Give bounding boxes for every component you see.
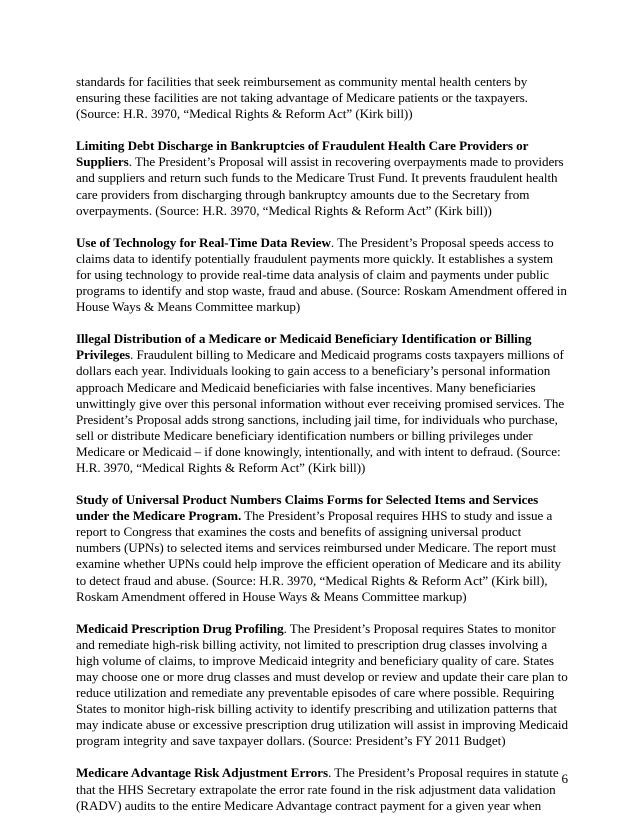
page-body <box>76 74 568 830</box>
paragraph-4 <box>76 331 568 476</box>
paragraph-7 <box>76 765 568 813</box>
paragraph-5-heading: Study of Universal Product Numbers Claims Forms for Selected Items and Services under the Medicare Program. <box>76 492 539 524</box>
paragraph-3-text: . The President’s Proposal speeds access to claims data to identify potentially fraudulent payments more quickly. It establishes a system for using technology to provide real-time data analysis of claim and payments under public programs to identify and stop waste, fraud and abuse. (Source: Roskam Amendment offered in House Ways & Means Committee markup) <box>76 234 567 315</box>
paragraph-4-text: . Fraudulent billing to Medicare and Medicaid programs costs taxpayers millions of dollars each year. Individuals looking to gain access to a beneficiary’s personal information approach Medicare and Medicaid beneficiaries with false incentives. Many beneficiaries unwittingly give over this personal information without ever receiving promised services. The President’s Proposal adds strong sanctions, including jail time, for individuals who purchase, sell or distribute Medicare beneficiary identification numbers or billing privileges under Medicare or Medicaid – if done knowingly, intentionally, and with intent to defraud. (Source: H.R. 3970, “Medical Rights & Reform Act” (Kirk bill)) <box>76 347 565 475</box>
paragraph-2-text: . The President’s Proposal will assist in recovering overpayments made to providers and suppliers and return such funds to the Medicare Trust Fund. It prevents fraudulent health care providers from discharging through bankruptcy amounts due to the Secretary from overpayments. (Source: H.R. 3970, “Medical Rights & Reform Act” (Kirk bill)) <box>76 154 564 218</box>
paragraph-7-text: . The President’s Proposal requires in statute that the HHS Secretary extrapolate the error rate found in the risk adjustment data validation (RADV) audits to the entire Medicare Advantage contract payment for a given year when <box>76 765 559 813</box>
paragraph-5-text: The President’s Proposal requires HHS to study and issue a report to Congress that examines the costs and benefits of assigning universal product numbers (UPNs) to selected items and services reimbursed under Medicare. The report must examine whether UPNs could help improve the efficient operation of Medicare and its ability to detect fraud and abuse. (Source: H.R. 3970, “Medical Rights & Reform Act” (Kirk bill), Roskam Amendment offered in House Ways & Means Committee markup) <box>76 508 561 604</box>
paragraph-2-heading: Limiting Debt Discharge in Bankruptcies of Fraudulent Health Care Providers or Suppliers <box>76 138 529 170</box>
paragraph-6-text: . The President’s Proposal requires States to monitor and remediate high-risk billing activity, not limited to prescription drug classes involving a high volume of claims, to improve Medicaid integrity and beneficiary quality of care. States may choose one or more drug classes and must develop or review and update their care plan to reduce utilization and remediate any preventable episodes of care where possible. Requiring States to monitor high-risk billing activity to identify prescribing and utilization patterns that may indicate abuse or excessive prescription drug utilization will assist in improving Medicaid program integrity and save taxpayer dollars. (Source: President’s FY 2011 Budget) <box>76 620 568 749</box>
paragraph-6 <box>76 621 568 750</box>
paragraph-2 <box>76 138 568 218</box>
paragraph-4-heading: Illegal Distribution of a Medicare or Medicaid Beneficiary Identification or Billing Privileges <box>76 331 532 363</box>
paragraph-7-heading: Medicare Advantage Risk Adjustment Errors <box>76 765 329 781</box>
paragraph-6-heading: Medicaid Prescription Drug Profiling <box>76 620 284 636</box>
paragraph-5 <box>76 492 568 605</box>
paragraph-3 <box>76 235 568 315</box>
paragraph-1 <box>76 74 568 122</box>
paragraph-1-text: standards for facilities that seek reimbursement as community mental health centers by ensuring these facilities are not taking advantage of Medicare patients or the taxpayers. (Source: H.R. 3970, “Medical Rights & Reform Act” (Kirk bill)) <box>76 74 528 122</box>
page-number: 6 <box>561 771 568 786</box>
paragraph-3-heading: Use of Technology for Real-Time Data Review <box>76 234 331 250</box>
